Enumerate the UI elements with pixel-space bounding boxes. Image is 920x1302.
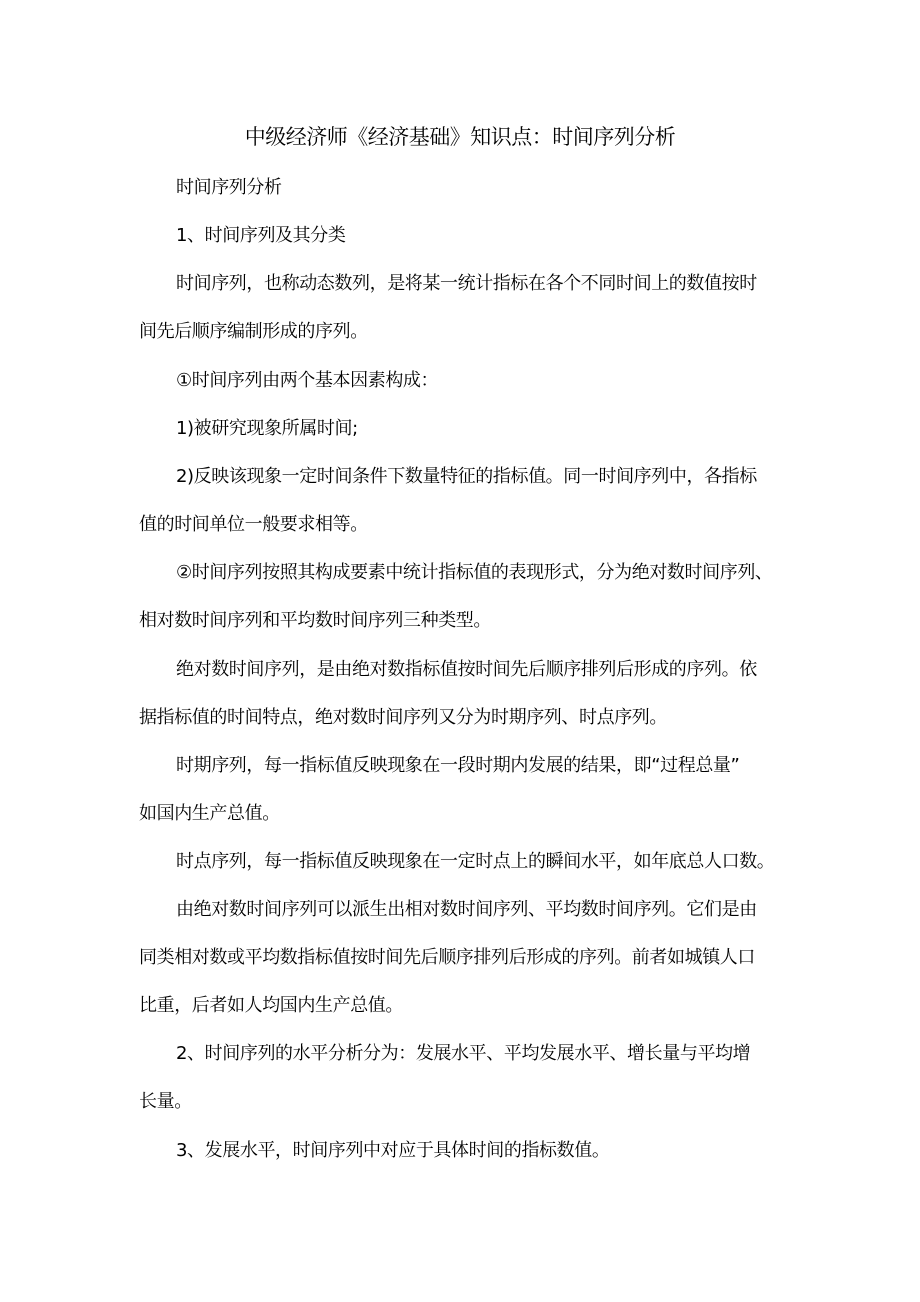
paragraph-line: 由绝对数时间序列可以派生出相对数时间序列、平均数时间序列。它们是由 [176,899,757,920]
paragraph-line: 如国内生产总值。 [139,803,280,824]
paragraph-line: 长量。 [139,1091,192,1112]
list-item-line: 2)反映该现象一定时间条件下数量特征的指标值。同一时间序列中，各指标 [176,466,757,487]
paragraph-line: 时点序列，每一指标值反映现象在一定时点上的瞬间水平，如年底总人口数。 [176,851,775,872]
section-heading: 时间序列分析 [176,177,282,198]
paragraph-line: 3、发展水平，时间序列中对应于具体时间的指标数值。 [176,1140,610,1161]
paragraph-line: 绝对数时间序列，是由绝对数指标值按时间先后顺序排列后形成的序列。依 [176,659,757,680]
paragraph-line: ②时间序列按照其构成要素中统计指标值的表现形式，分为绝对数时间序列、 [176,562,773,583]
paragraph-line: 比重，后者如人均国内生产总值。 [139,995,403,1016]
paragraph-line: 时间序列，也称动态数列，是将某一统计指标在各个不同时间上的数值按时 [176,273,757,294]
paragraph-line: ①时间序列由两个基本因素构成： [176,370,439,391]
paragraph-line: 据指标值的时间特点，绝对数时间序列又分为时期序列、时点序列。 [139,707,667,728]
paragraph-line: 相对数时间序列和平均数时间序列三种类型。 [139,610,491,631]
paragraph-line: 间先后顺序编制形成的序列。 [139,321,368,342]
paragraph-line: 同类相对数或平均数指标值按时间先后顺序排列后形成的序列。前者如城镇人口 [139,947,755,968]
subsection-heading: 1、时间序列及其分类 [176,225,346,246]
paragraph-line: 时期序列，每一指标值反映现象在一段时期内发展的结果，即“过程总量” [176,755,740,776]
paragraph-line: 值的时间单位一般要求相等。 [139,514,368,535]
document-title: 中级经济师《经济基础》知识点：时间序列分析 [244,125,676,149]
paragraph-line: 2、时间序列的水平分析分为：发展水平、平均发展水平、增长量与平均增 [176,1043,751,1064]
list-item-line: 1)被研究现象所属时间; [176,418,358,439]
